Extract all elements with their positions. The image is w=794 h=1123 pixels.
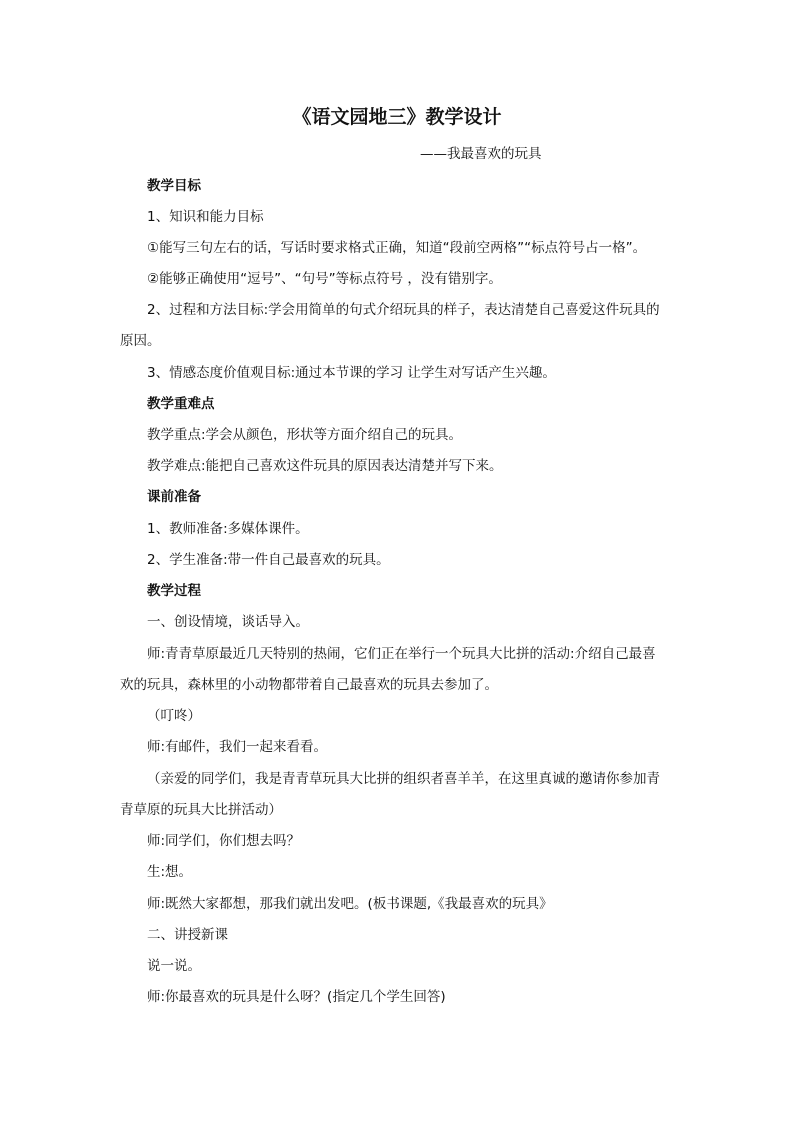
paragraph-line: （叮咚） [147, 708, 201, 724]
paragraph-line: 教学难点:能把自己喜欢这件玩具的原因表达清楚并写下来。 [147, 458, 503, 474]
heading-preparation: 课前准备 [147, 489, 201, 505]
paragraph-line: 3、情感态度价值观目标:通过本节课的学习 让学生对写话产生兴趣。 [147, 365, 556, 381]
paragraph-line: （亲爱的同学们，我是青青草玩具大比拼的组织者喜羊羊，在这里真诚的邀请你参加青 [147, 771, 660, 787]
paragraph-line: 师:有邮件，我们一起来看看。 [147, 739, 328, 755]
paragraph-line: 欢的玩具，森林里的小动物都带着自己最喜欢的玩具去参加了。 [120, 677, 498, 693]
paragraph-line: 1、教师准备:多媒体课件。 [147, 521, 309, 537]
paragraph-line: 2、过程和方法目标:学会用简单的句式介绍玩具的样子，表达清楚自己喜爱这件玩具的 [147, 302, 660, 318]
paragraph-line: 2、学生准备:带一件自己最喜欢的玩具。 [147, 552, 390, 568]
paragraph-line: 师:你最喜欢的玩具是什么呀？(指定几个学生回答) [147, 989, 446, 1005]
heading-teaching-process: 教学过程 [147, 583, 201, 599]
paragraph-line: 说一说。 [147, 958, 201, 974]
paragraph-line: 二、讲授新课 [147, 927, 228, 943]
paragraph-line: 教学重点:学会从颜色，形状等方面介绍自己的玩具。 [147, 427, 463, 443]
paragraph-line: 青草原的玩具大比拼活动） [120, 802, 282, 818]
document-subtitle: ——我最喜欢的玩具 [420, 146, 542, 162]
paragraph-line: 师:同学们，你们想去吗？ [147, 833, 301, 849]
paragraph-line: 师:既然大家都想，那我们就出发吧。(板书课题,《我最喜欢的玩具》 [147, 896, 553, 912]
paragraph-line: ②能够正确使用“逗号”、“句号”等标点符号 ，没有错别字。 [147, 271, 502, 287]
paragraph-line: 1、知识和能力目标 [147, 209, 264, 225]
paragraph-line: 生:想。 [147, 864, 193, 880]
paragraph-line: ①能写三句左右的话，写话时要求格式正确，知道“段前空两格”“标点符号占一格”。 [147, 240, 647, 256]
document-title: 《语文园地三》教学设计 [292, 106, 502, 128]
heading-teaching-goals: 教学目标 [147, 178, 201, 194]
paragraph-line: 一、创设情境，谈话导入。 [147, 614, 309, 630]
paragraph-line: 原因。 [120, 333, 161, 349]
paragraph-line: 师:青青草原最近几天特别的热闹，它们正在举行一个玩具大比拼的活动:介绍自己最喜 [147, 646, 656, 662]
heading-key-points: 教学重难点 [147, 396, 215, 412]
